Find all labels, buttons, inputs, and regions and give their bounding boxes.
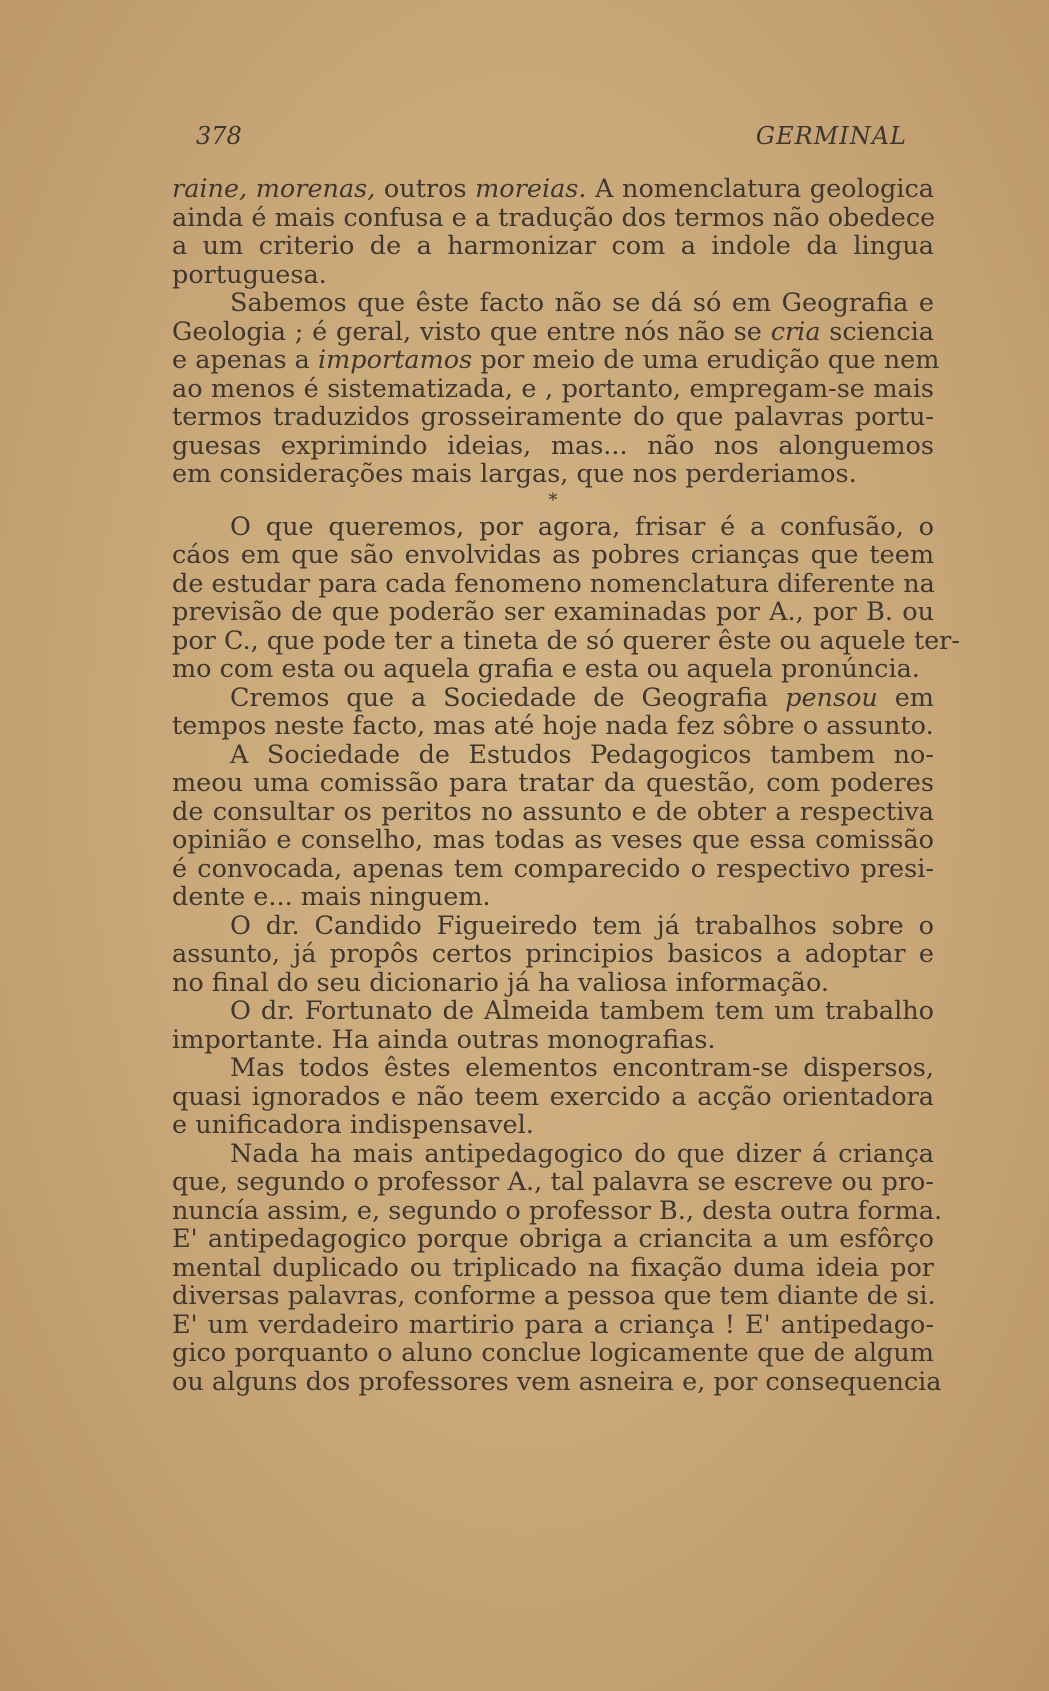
text-line	[172, 769, 934, 798]
text-segment: Geologia ; é geral, visto que entre nós não se	[172, 316, 771, 347]
text-segment: meou uma comissão para tratar da questão, com poderes	[172, 768, 934, 798]
text-line	[172, 318, 934, 347]
text-line	[172, 513, 934, 542]
text-segment: de estudar para cada fenomeno nomenclatura diferente na	[172, 568, 935, 599]
text-line	[172, 1195, 943, 1226]
text-segment: A nomenclatura geologica	[586, 174, 934, 204]
text-segment: Mas todos êstes elementos encontram-se dispersos,	[230, 1053, 934, 1083]
section-separator	[172, 489, 934, 513]
text-line	[172, 1083, 934, 1112]
text-segment: previsão de que poderão ser examinadas por A., por B. ou	[172, 597, 934, 627]
text-line	[172, 997, 934, 1026]
italic-word: moreias.	[475, 174, 587, 204]
text-segment: O dr. Candido Figueiredo tem já trabalhos sobre o	[230, 910, 934, 941]
text-line	[172, 1254, 934, 1283]
text-line	[172, 460, 934, 489]
text-segment: é convocada, apenas tem comparecido o respectivo presi-	[172, 853, 934, 884]
text-segment: outros	[375, 174, 476, 204]
text-line	[172, 1111, 934, 1140]
text-segment: O que queremos, por agora, frisar é a confusão, o	[230, 511, 934, 542]
running-title: GERMINAL	[755, 122, 907, 150]
text-line	[172, 741, 934, 770]
text-segment: Nada ha mais antipedagogico do que dizer á criança	[230, 1138, 934, 1169]
text-line	[172, 1366, 942, 1397]
text-segment: E' um verdadeiro martirio para a criança ! E' antipedago-	[172, 1309, 934, 1340]
italic-word: cria	[770, 316, 821, 347]
text-segment: A Sociedade de Estudos Pedagogicos tambem no-	[230, 739, 934, 770]
text-segment: termos traduzidos grosseiramente do que palavras portu-	[172, 402, 934, 432]
text-line	[172, 1225, 934, 1254]
text-segment: importante. Ha ainda outras monografias.	[172, 1024, 716, 1055]
text-line	[172, 940, 934, 969]
text-segment: a um criterio de a harmonizar com a indole da lingua	[172, 231, 934, 261]
text-segment: ao menos é sistematizada, e , portanto, empregam-se mais	[172, 373, 934, 404]
italic-word: pensou	[785, 682, 878, 713]
text-segment: sciencia	[820, 316, 934, 347]
italic-word: importamos	[317, 345, 473, 375]
body-text	[172, 174, 960, 1397]
text-line	[172, 826, 934, 855]
text-segment: quasi ignorados e não teem exercido a acção orientadora	[172, 1081, 934, 1112]
text-segment: em	[877, 682, 934, 713]
text-line	[172, 598, 934, 627]
text-line	[172, 570, 934, 599]
text-line	[172, 1311, 934, 1340]
text-segment: por C., que pode ter a tineta de só querer êste ou aquele ter-	[172, 625, 960, 656]
text-segment: E' antipedagogico porque obriga a criancita a um esfôrço	[172, 1224, 934, 1254]
text-segment: em considerações mais largas, que nos perderiamos.	[172, 459, 857, 489]
text-segment: portuguesa.	[172, 259, 327, 290]
text-line	[172, 855, 934, 884]
text-line	[172, 798, 934, 827]
text-segment: tempos neste facto, mas até hoje nada fez sôbre o assunto.	[172, 711, 934, 741]
text-segment: cáos em que são envolvidas as pobres crianças que teem	[172, 540, 934, 570]
text-segment: dente e... mais ninguem.	[172, 882, 491, 912]
text-segment: O dr. Fortunato de Almeida tambem tem um trabalho	[230, 996, 934, 1026]
text-segment: nuncía assim, e, segundo o professor B., desta outra forma.	[172, 1195, 943, 1226]
text-line	[172, 1054, 934, 1083]
text-segment: Cremos que a Sociedade de Geografia	[230, 682, 786, 713]
text-line	[172, 432, 934, 461]
text-line	[172, 1026, 934, 1055]
text-segment: no final do seu dicionario já ha valiosa informação.	[172, 967, 830, 998]
page-number: 378	[196, 122, 242, 150]
text-line	[172, 289, 934, 318]
text-segment: opinião e conselho, mas todas as veses que essa comissão	[172, 825, 934, 855]
text-segment: diversas palavras, conforme a pessoa que tem diante de si.	[172, 1281, 936, 1311]
text-segment: mo com esta ou aquela grafia e esta ou aquela pronúncia.	[172, 654, 920, 684]
text-segment: *	[548, 489, 558, 511]
text-segment: que, segundo o professor A., tal palavra se escreve ou pro-	[172, 1167, 934, 1197]
text-line	[172, 541, 934, 570]
text-segment: assunto, já propôs certos principios basicos a adoptar e	[172, 939, 934, 969]
text-segment: e apenas a	[172, 345, 318, 375]
text-segment: gico porquanto o aluno conclue logicamente que de algum	[172, 1338, 934, 1368]
text-line	[172, 883, 934, 912]
text-line	[172, 712, 934, 741]
text-segment: mental duplicado ou triplicado na fixação duma ideia por	[172, 1252, 934, 1283]
text-line	[172, 1339, 934, 1368]
text-line	[172, 912, 934, 941]
text-line	[172, 1168, 934, 1197]
text-segment: por meio de uma erudição que nem	[472, 345, 940, 375]
page-header	[172, 122, 907, 156]
text-segment: e unificadora indispensavel.	[172, 1110, 534, 1140]
text-line	[172, 232, 934, 261]
text-segment: de consultar os peritos no assunto e de obter a respectiva	[172, 796, 934, 827]
text-line	[172, 375, 934, 404]
italic-word: raine, morenas,	[172, 174, 376, 204]
text-line	[172, 969, 934, 998]
text-line	[172, 625, 960, 656]
text-line	[172, 655, 934, 684]
text-segment: ou alguns dos professores vem asneira e, por consequencia	[172, 1366, 942, 1397]
text-segment: Sabemos que êste facto não se dá só em Geografia e	[230, 288, 934, 318]
text-line	[172, 1282, 934, 1311]
text-line	[172, 403, 934, 432]
text-line	[172, 175, 934, 204]
text-segment: guesas exprimindo ideias, mas... não nos alonguemos	[172, 430, 934, 461]
text-line	[172, 204, 934, 233]
text-line	[172, 261, 934, 290]
text-segment: ainda é mais confusa e a tradução dos termos não obedece	[172, 202, 936, 233]
text-line	[172, 1140, 934, 1169]
text-line	[172, 345, 940, 375]
text-line	[172, 684, 934, 713]
